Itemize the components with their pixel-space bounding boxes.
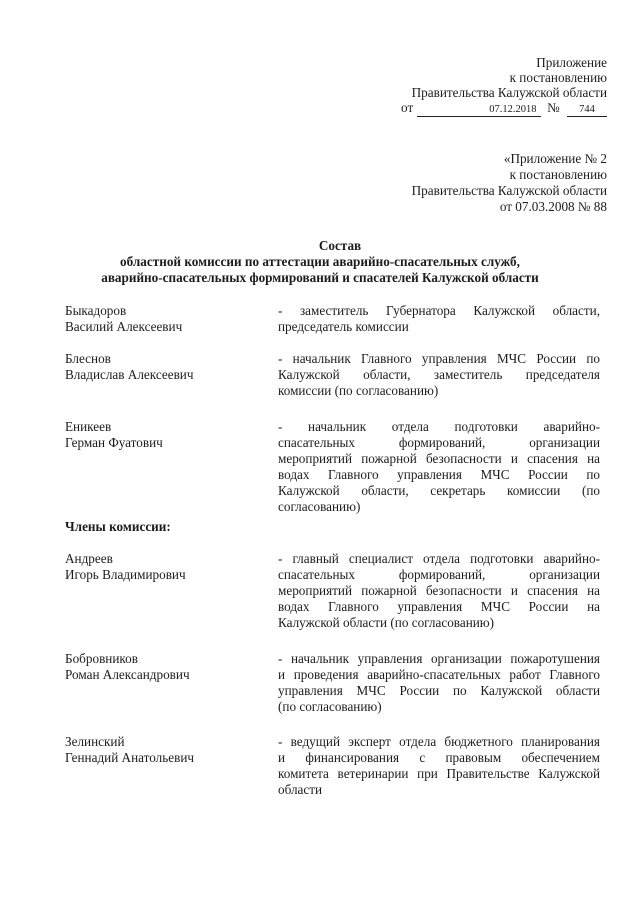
role-line: водах Главного управления МЧС России по (278, 467, 600, 482)
person-name (65, 351, 255, 383)
person-given-name: Василий Алексеевич (65, 319, 183, 334)
role-line: - начальник отдела подготовки аварийно- (278, 419, 600, 434)
role-line: мероприятий пожарной безопасности и спасения на (278, 583, 600, 598)
header-line: Приложение (536, 55, 607, 70)
person-given-name: Владислав Алексеевич (65, 367, 194, 382)
role-line: и проведения аварийно-спасательных работ Главного (278, 667, 600, 682)
title-line: аварийно-спасательных формирований и спасателей Калужской области (101, 270, 539, 285)
number-prefix: № (547, 100, 560, 115)
person-surname: Зелинский (65, 734, 125, 749)
role-line: Калужской области, заместитель председателя (278, 367, 600, 382)
role-line: управления МЧС России по Калужской области (278, 683, 600, 698)
approval-header (401, 55, 607, 117)
role-line: - начальник управления организации пожаротушения (278, 651, 600, 666)
header-date-line (401, 100, 607, 117)
role-line: Калужской области, секретарь комиссии (по (278, 483, 600, 498)
person-role (278, 303, 600, 335)
person-given-name: Роман Александрович (65, 667, 190, 682)
person-surname: Андреев (65, 551, 113, 566)
person-role (278, 651, 600, 715)
person-given-name: Игорь Владимирович (65, 567, 186, 582)
appendix-line: к постановлению (509, 167, 607, 182)
title-line: Состав (318, 238, 362, 253)
person-role (278, 551, 600, 631)
person-name (65, 419, 255, 451)
role-line: - заместитель Губернатора Калужской области, (278, 303, 600, 318)
role-line: согласованию) (278, 499, 361, 514)
appendix-line: от 07.03.2008 № 88 (499, 199, 607, 214)
person-role (278, 419, 600, 515)
role-line: спасательных формирований, организации (278, 567, 600, 582)
appendix-line: Правительства Калужской области (411, 183, 607, 198)
appendix-line: «Приложение № 2 (503, 151, 607, 166)
decree-date: 07.12.2018 (417, 104, 541, 117)
appendix-header (412, 151, 607, 215)
person-name (65, 734, 255, 766)
person-name (65, 551, 255, 583)
role-line: председатель комиссии (278, 319, 409, 334)
role-line: - ведущий эксперт отдела бюджетного планирования (278, 734, 600, 749)
document-title (0, 238, 640, 286)
person-name (65, 303, 255, 335)
role-line: Калужской области (по согласованию) (278, 615, 495, 630)
role-line: комиссии (по согласованию) (278, 383, 439, 398)
role-line: (по согласованию) (278, 699, 382, 714)
person-surname: Бобровников (65, 651, 138, 666)
person-surname: Быкадоров (65, 303, 127, 318)
person-role (278, 734, 600, 798)
role-line: водах Главного управления МЧС России на (278, 599, 600, 614)
decree-number: 744 (567, 104, 607, 117)
members-heading: Члены комиссии: (65, 519, 171, 534)
person-surname: Блеснов (65, 351, 111, 366)
role-line: комитета ветеринарии при Правительстве Калужской (278, 766, 600, 781)
date-prefix: от (401, 100, 414, 115)
person-surname: Еникеев (65, 419, 112, 434)
header-line: Правительства Калужской области (411, 85, 607, 100)
role-line: - начальник Главного управления МЧС России по (278, 351, 600, 366)
person-role (278, 351, 600, 399)
role-line: мероприятий пожарной безопасности и спасения на (278, 451, 600, 466)
person-name (65, 651, 255, 683)
role-line: области (278, 782, 323, 797)
header-line: к постановлению (509, 70, 607, 85)
role-line: спасательных формирований, организации (278, 435, 600, 450)
person-given-name: Геннадий Анатольевич (65, 750, 195, 765)
role-line: и финансирования с правовым обеспечением (278, 750, 600, 765)
role-line: - главный специалист отдела подготовки аварийно- (278, 551, 600, 566)
title-line: областной комиссии по аттестации аварийно-спасательных служб, (120, 254, 520, 269)
person-given-name: Герман Фуатович (65, 435, 163, 450)
